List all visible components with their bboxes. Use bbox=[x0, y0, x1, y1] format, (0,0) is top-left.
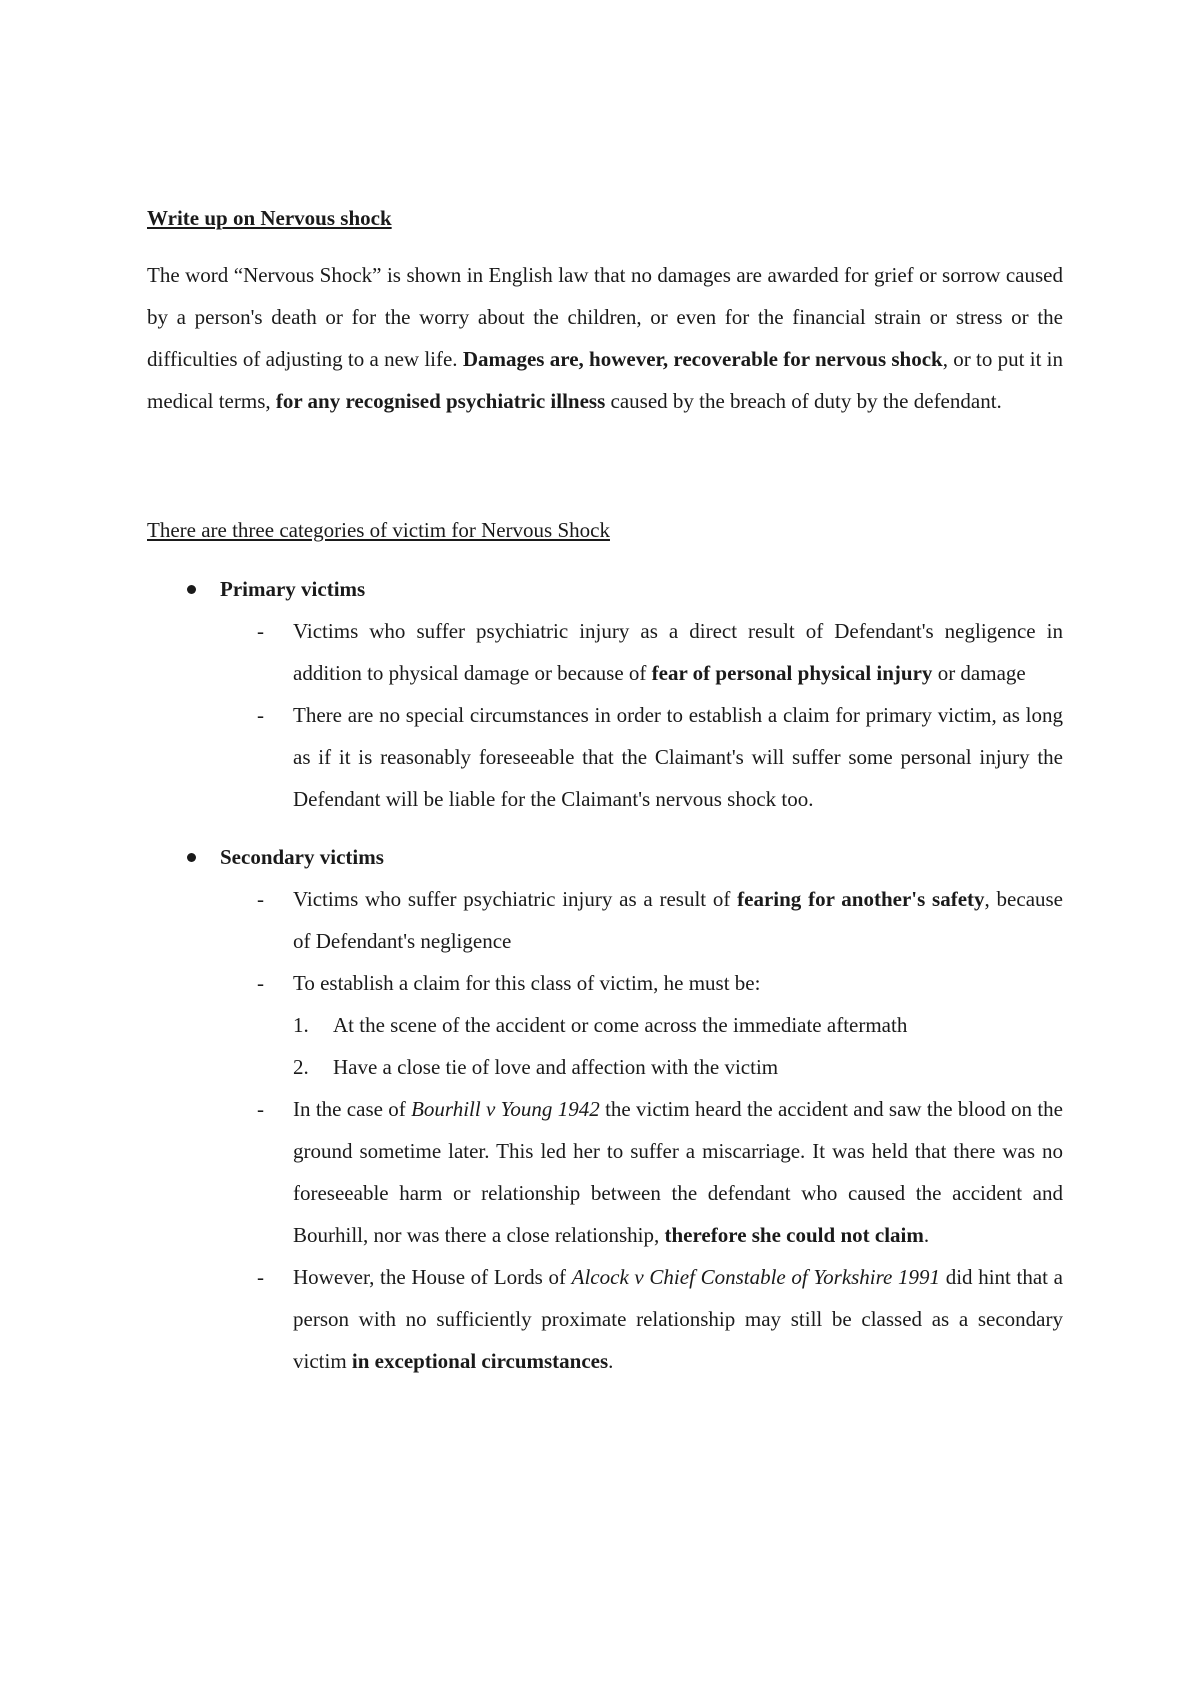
secondary-p4-text-2: did hint that a person with no sufficiently proximate relationship may still be classed as a secondary victim bbox=[293, 1265, 1063, 1373]
bullet-icon bbox=[187, 853, 196, 862]
requirement-number: 1. bbox=[293, 1013, 309, 1037]
intro-bold-2: for any recognised psychiatric illness bbox=[275, 389, 606, 413]
document-title: Write up on Nervous shock bbox=[147, 206, 392, 230]
secondary-p3-text-3: . bbox=[923, 1223, 930, 1247]
list-item bbox=[147, 962, 1063, 1088]
requirement-text: Have a close tie of love and affection with the victim bbox=[333, 1055, 779, 1079]
dash-marker: - bbox=[257, 887, 264, 911]
primary-p1-text-2: or damage bbox=[932, 661, 1026, 685]
primary-points-list bbox=[147, 610, 1063, 820]
dash-marker: - bbox=[257, 1097, 264, 1121]
categories-heading: There are three categories of victim for Nervous Shock bbox=[147, 518, 610, 542]
requirements-list bbox=[293, 1004, 1063, 1088]
list-item bbox=[147, 610, 1063, 694]
secondary-p2-text: To establish a claim for this class of victim, he must be: bbox=[293, 971, 761, 995]
secondary-p3-bold: therefore she could not claim bbox=[664, 1223, 924, 1247]
intro-bold-1: Damages are, however, recoverable for nervous shock bbox=[462, 347, 943, 371]
primary-victims-heading bbox=[147, 568, 1063, 610]
secondary-victims-heading bbox=[147, 836, 1063, 878]
list-item bbox=[147, 1088, 1063, 1256]
intro-paragraph bbox=[147, 254, 1063, 422]
list-item bbox=[147, 694, 1063, 820]
list-item bbox=[147, 878, 1063, 962]
dash-marker: - bbox=[257, 703, 264, 727]
secondary-victims-section bbox=[147, 836, 1063, 1382]
secondary-p4-text-3: . bbox=[608, 1349, 614, 1373]
secondary-p1-text-1: Victims who suffer psychiatric injury as a result of bbox=[293, 887, 738, 911]
case-citation-alcock: Alcock v Chief Constable of Yorkshire 1991 bbox=[571, 1265, 941, 1289]
primary-victims-label: Primary victims bbox=[220, 577, 366, 601]
dash-marker: - bbox=[257, 619, 264, 643]
secondary-p4-bold: in exceptional circumstances bbox=[351, 1349, 609, 1373]
document-body bbox=[147, 204, 1063, 1382]
secondary-p3-text-2: the victim heard the accident and saw the blood on the ground sometime later. This led her to suffer a miscarriage. It was held that there was no foreseeable harm or relationship between the defendant who caused the accident and Bourhill, nor was there a close relationship, bbox=[293, 1097, 1063, 1247]
primary-victims-section bbox=[147, 568, 1063, 820]
secondary-victims-label: Secondary victims bbox=[220, 845, 384, 869]
bullet-icon bbox=[187, 585, 196, 594]
requirement-number: 2. bbox=[293, 1055, 309, 1079]
dash-marker: - bbox=[257, 971, 264, 995]
intro-text-1: The word “Nervous Shock” is shown in English law that no damages are awarded for grief or sorrow caused by a person's death or for the worry about the children, or even for the financial strain or stress or the difficulties of adjusting to a new life. bbox=[147, 263, 1063, 371]
secondary-p4-text-1: However, the House of Lords of bbox=[293, 1265, 572, 1289]
primary-p1-text-1: Victims who suffer psychiatric injury as a direct result of Defendant's negligence in addition to physical damage or because of bbox=[293, 619, 1063, 685]
intro-text-3: caused by the breach of duty by the defendant. bbox=[605, 389, 1002, 413]
dash-marker: - bbox=[257, 1265, 264, 1289]
list-item bbox=[147, 1256, 1063, 1382]
case-citation-bourhill: Bourhill v Young 1942 bbox=[411, 1097, 600, 1121]
intro-text-2: , or to put it in medical terms, bbox=[147, 347, 1063, 413]
requirement-item bbox=[293, 1004, 1063, 1046]
secondary-p3-text-1: In the case of bbox=[293, 1097, 412, 1121]
requirement-item bbox=[293, 1046, 1063, 1088]
secondary-p1-bold: fearing for another's safety bbox=[737, 887, 985, 911]
requirement-text: At the scene of the accident or come across the immediate aftermath bbox=[333, 1013, 908, 1037]
secondary-p1-text-2: , because of Defendant's negligence bbox=[293, 887, 1064, 953]
primary-p2-text: There are no special circumstances in order to establish a claim for primary victim, as long as if it is reasonably foreseeable that the Claimant's will suffer some personal injury the Defendant will be liable for the Claimant's nervous shock too. bbox=[293, 703, 1063, 811]
secondary-points-list bbox=[147, 878, 1063, 1382]
primary-p1-bold: fear of personal physical injury bbox=[651, 661, 933, 685]
